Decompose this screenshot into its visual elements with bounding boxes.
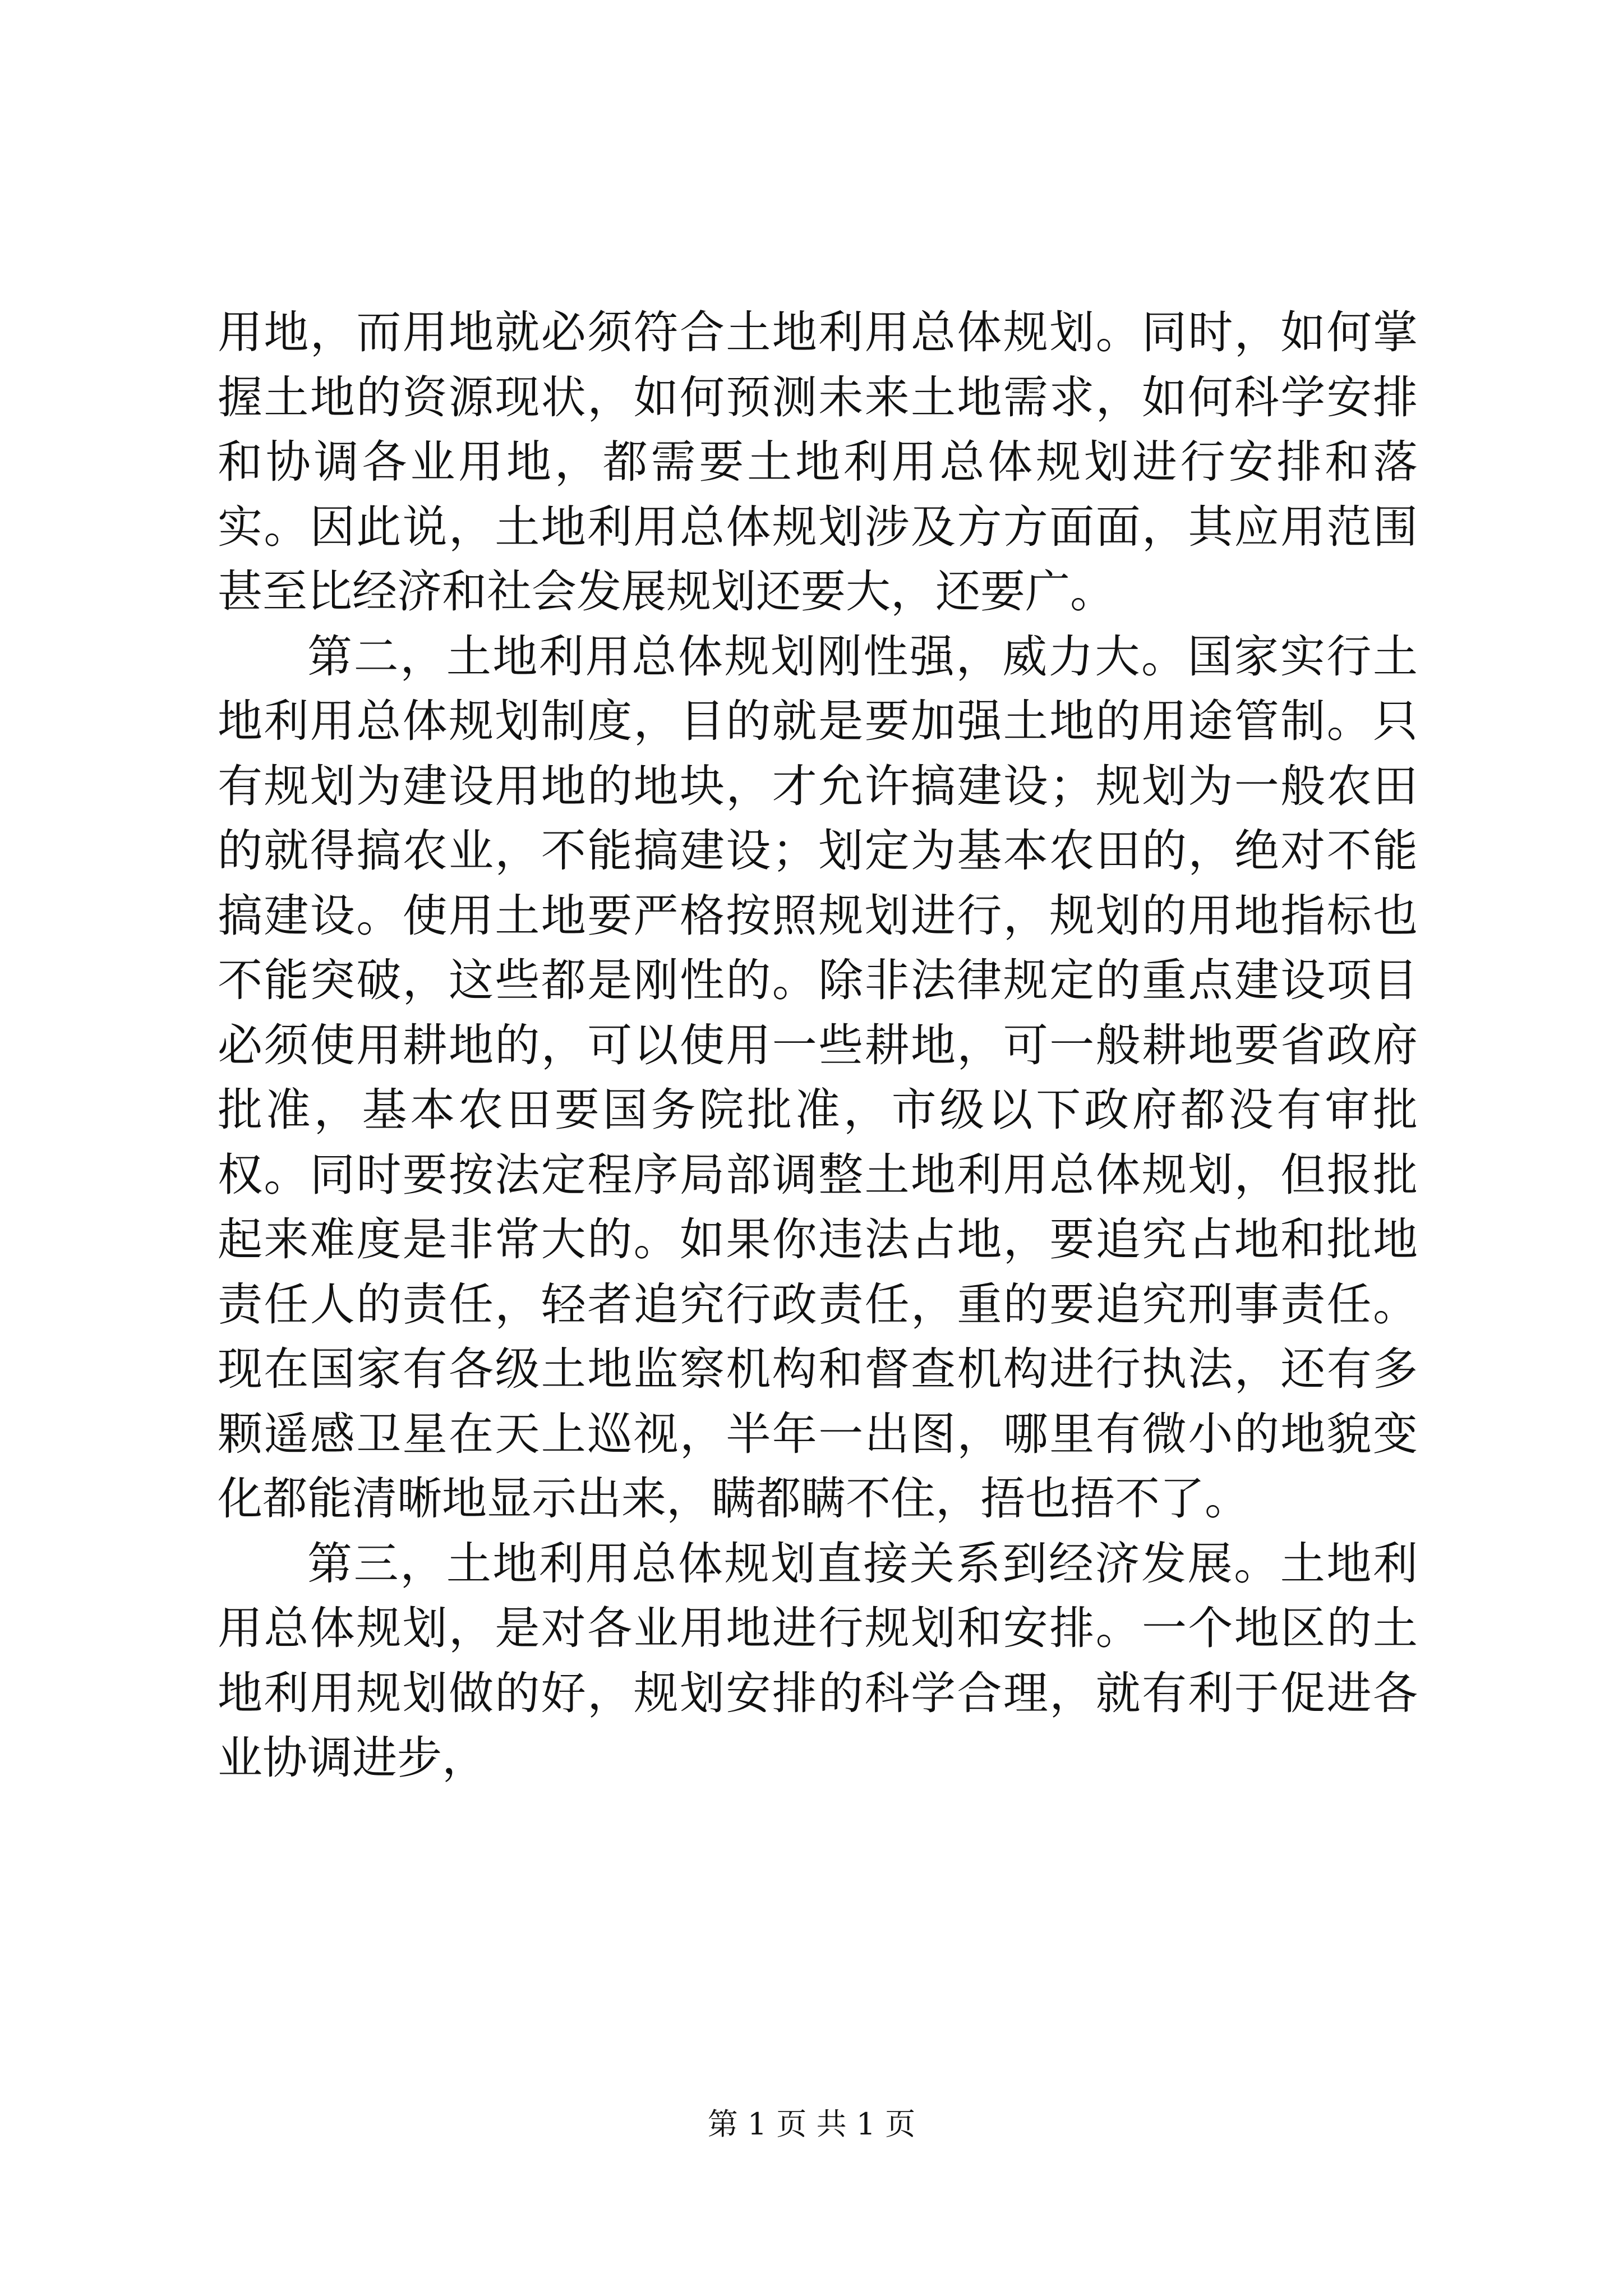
paragraph-2: 第二，土地利用总体规划刚性强，威力大。国家实行土地利用总体规划制度，目的就是要加强土地的用途管制。只有规划为建设用地的地块，才允许搞建设；规划为一般农田的就得搞农业，不能搞建设；划定为基本农田的，绝对不能搞建设。使用土地要严格按照规划进行，规划的用地指标也不能突破，这些都是刚性的。除非法律规定的重点建设项目必须使用耕地的，可以使用一些耕地，可一般耕地要省政府批准，基本农田要国务院批准，市级以下政府都没有审批权。同时要按法定程序局部调整土地利用总体规划，但报批起来难度是非常大的。如果你违法占地，要追究占地和批地责任人的责任，轻者追究行政责任，重的要追究刑事责任。现在国家有各级土地监察机构和督查机构进行执法，还有多颗遥感卫星在天上巡视，半年一出图，哪里有微小的地貌变化都能清晰地显示出来，瞒都瞒不住，捂也捂不了。	[218, 630, 1418, 1525]
paragraph-3: 第三，土地利用总体规划直接关系到经济发展。土地利用总体规划，是对各业用地进行规划和安排。一个地区的土地利用规划做的好，规划安排的科学合理，就有利于促进各业协调进步，	[218, 1537, 1418, 1784]
page-footer	[0, 2105, 1623, 2144]
page-number-label: 第 1 页 共 1 页	[707, 2106, 916, 2142]
document-body	[218, 300, 1418, 1791]
paragraph-1: 用地，而用地就必须符合土地利用总体规划。同时，如何掌握土地的资源现状，如何预测未来土地需求，如何科学安排和协调各业用地，都需要土地利用总体规划进行安排和落实。因此说，土地利用总体规划涉及方方面面，其应用范围甚至比经济和社会发展规划还要大，还要广。	[218, 306, 1418, 618]
